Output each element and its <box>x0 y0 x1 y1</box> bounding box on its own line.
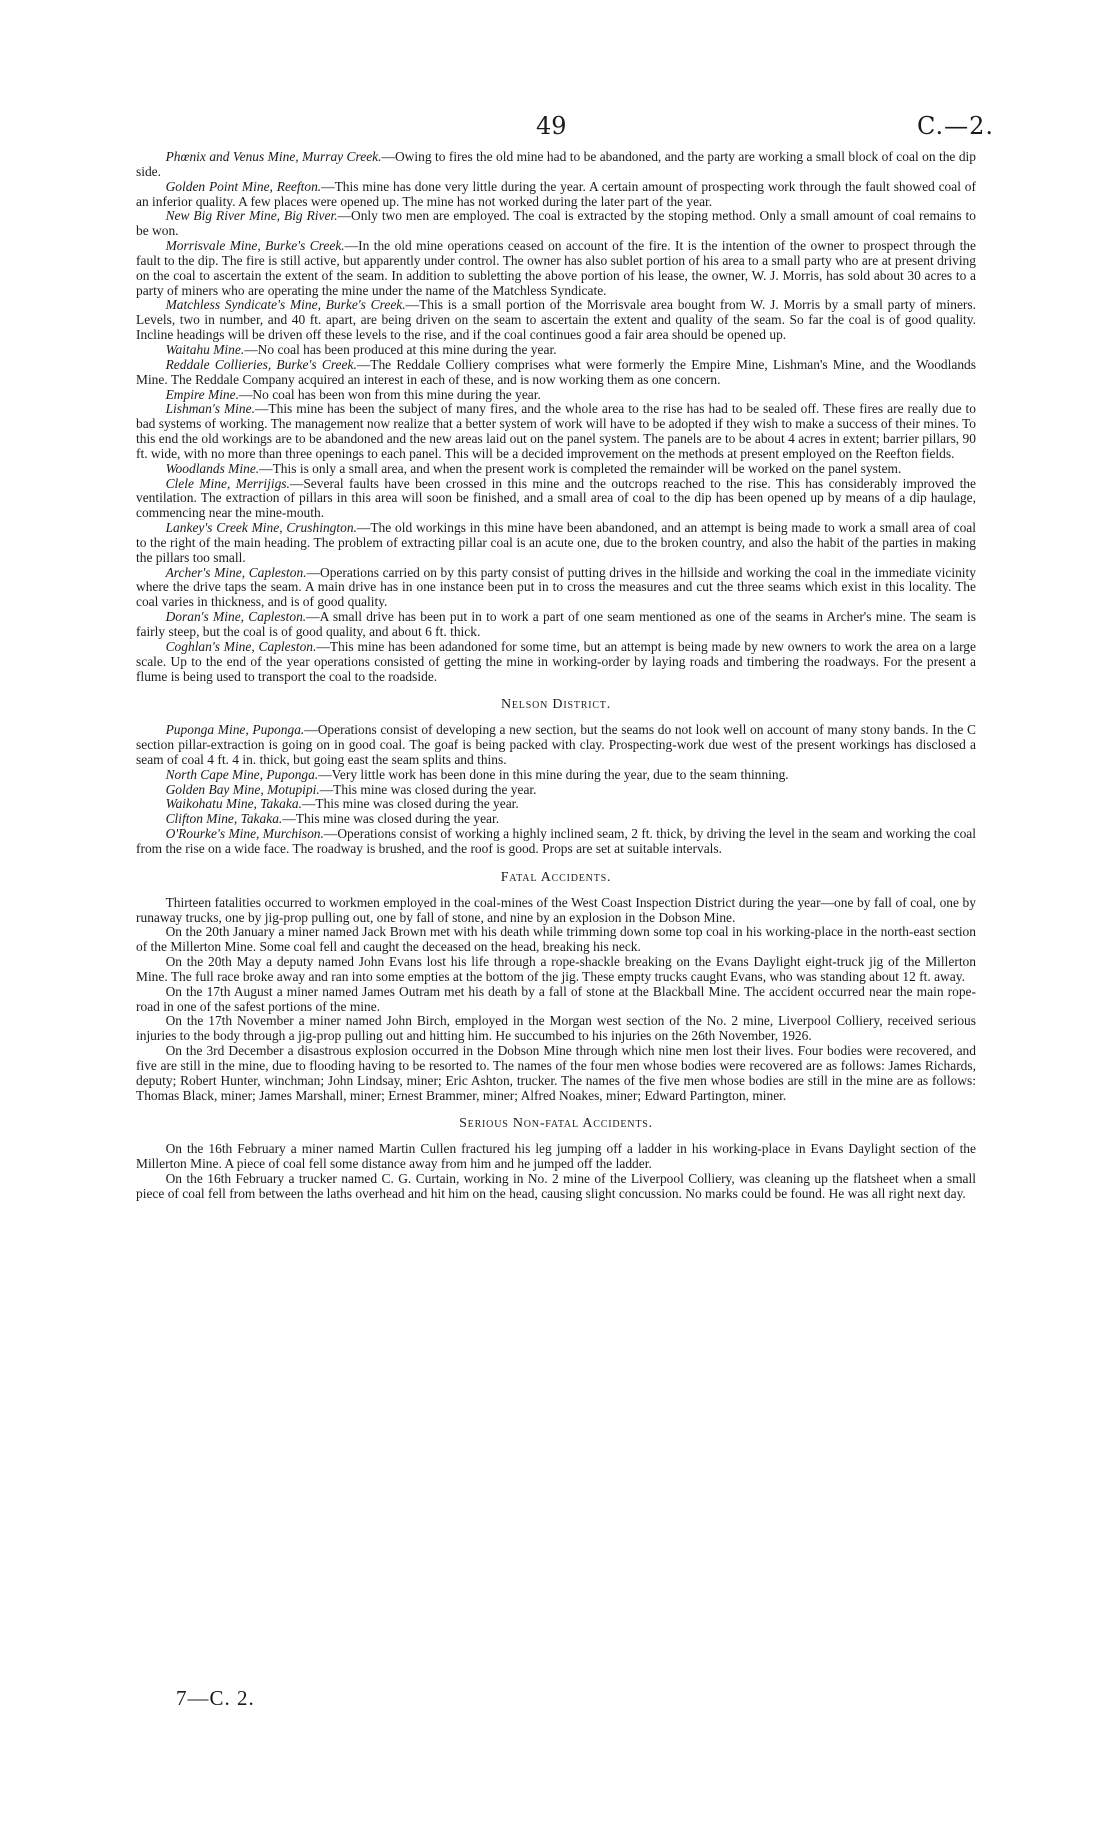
section-heading: Serious Non-fatal Accidents. <box>459 1116 653 1132</box>
mine-description: —Very little work has been done in this mine during the year, due to the seam thinning. <box>318 766 789 782</box>
mine-paragraph <box>136 723 976 768</box>
mine-paragraph <box>136 566 976 611</box>
mine-paragraph <box>136 462 976 477</box>
mine-name: Coghlan's Mine, Capleston. <box>165 638 317 654</box>
mine-description: —This mine was closed during the year. <box>319 781 537 797</box>
mine-name: Doran's Mine, Capleston. <box>165 609 307 625</box>
mine-paragraph <box>136 783 976 798</box>
mine-paragraph <box>136 343 976 358</box>
nelson-district-section <box>136 698 976 856</box>
mine-description: —Operations consist of developing a new section, but the seams do not look well on account of many stony bands. In the C section pillar-extraction is going on in good coal. The goaf is being packed with clay. Prospecting-work due west of the present workings has disclosed a seam of coal 4 ft. 4 in. thick, but going east the seam splits and thins. <box>136 722 976 767</box>
mine-paragraph <box>136 358 976 388</box>
mine-paragraph <box>136 298 976 343</box>
mine-description: —Operations carried on by this party consist of putting drives in the hillside and working the coal in the immediate vicinity where the drive taps the seam. A main drive has in one instance been put in to cross the measures and cut the three seams which exist in this locality. The coal varies in thickness, and is of good quality. <box>136 564 976 610</box>
mine-name: Waitahu Mine. <box>165 341 245 357</box>
mine-name: Waikohatu Mine, Takaka. <box>165 796 302 812</box>
mine-name: Reddale Collieries, Burke's Creek. <box>165 356 357 372</box>
mine-paragraph <box>136 402 976 461</box>
accident-paragraph: On the 17th August a miner named James Outram met his death by a fall of stone at the Blackball Mine. The accident occurred near the main rope-road in one of the safest portions of the mine. <box>136 983 976 1014</box>
mine-description: —The Reddale Colliery comprises what were formerly the Empire Mine, Lishman's Mine, and the Woodlands Mine. The Reddale Company acquired an interest in each of these, and is now working them as one concern. <box>136 356 976 387</box>
mine-name: Lankey's Creek Mine, Crushington. <box>165 520 357 536</box>
mine-paragraph <box>136 388 976 403</box>
fatal-accidents-section <box>136 871 976 1104</box>
accident-paragraph: On the 17th November a miner named John Birch, employed in the Morgan west section of the No. 2 mine, Liverpool Colliery, received serious injuries to the body through a jig-prop pulling out and hitting him. He succumbed to his injuries on the 26th November, 1926. <box>136 1013 976 1044</box>
mine-paragraph <box>136 521 976 566</box>
mine-description: —No coal has been produced at this mine during the year. <box>244 341 557 357</box>
mine-paragraph <box>136 827 976 857</box>
mine-name: New Big River Mine, Big River. <box>165 208 338 224</box>
west-coast-mines-section <box>136 150 976 684</box>
mine-name: O'Rourke's Mine, Murchison. <box>165 826 324 842</box>
mine-name: Woodlands Mine. <box>165 460 260 476</box>
mine-name: Morrisvale Mine, Burke's Creek. <box>165 238 345 254</box>
mine-paragraph <box>136 150 976 180</box>
mine-description: —In the old mine operations ceased on account of the fire. It is the intention of the owner to prospect through the fault to the dip. The fire is still active, but apparently under control. The owner has also sublet portion of his area to a small party who are at present driving on the coal to ascertain the extent of the seam. In addition to subletting the above portion of his lease, the owner, W. J. Morris, has sold about 30 acres to a party of miners who are operating the mine under the name of the Matchless Syndicate. <box>136 238 976 298</box>
mine-paragraph <box>136 640 976 685</box>
mine-description: —This is only a small area, and when the present work is completed the remainder will be worked on the panel system. <box>259 460 902 476</box>
page-header <box>0 112 1114 148</box>
mine-name: Golden Bay Mine, Motupipi. <box>165 781 320 797</box>
accident-paragraph: On the 16th February a miner named Martin Cullen fractured his leg jumping off a ladder in his working-place in Evans Daylight section of the Millerton Mine. A piece of coal fell some distance away from him and he jumped off the ladder. <box>136 1141 976 1172</box>
mine-name: Clifton Mine, Takaka. <box>165 811 283 827</box>
section-heading: Fatal Accidents. <box>500 869 612 885</box>
accident-paragraph: On the 16th February a trucker named C. G. Curtain, working in No. 2 mine of the Liverpool Colliery, was cleaning up the flatsheet when a small piece of coal fell from between the laths overhead and hit him on the head, causing slight concussion. No marks could be found. He was all right next day. <box>136 1171 976 1201</box>
mine-paragraph <box>136 209 976 239</box>
non-fatal-accidents-section <box>136 1117 976 1201</box>
accident-paragraph: On the 20th January a miner named Jack Brown met with his death while trimming down some top coal in his working-place in the north-east section of the Millerton Mine. Some coal fell and caught the deceased on the head, breaking his neck. <box>136 924 976 955</box>
mine-paragraph <box>136 477 976 522</box>
page-number: 49 <box>536 112 567 140</box>
mine-name: Lishman's Mine. <box>165 401 255 417</box>
mine-description: —The old workings in this mine have been abandoned, and an attempt is being made to work a small area of coal to the right of the main heading. The problem of extracting pillar coal is an acute one, due to the broken country, and also the habit of the parties in making the pillars too small. <box>136 520 976 565</box>
mine-description: —This mine was closed during the year. <box>301 796 519 812</box>
mine-description: —This mine has been adandoned for some time, but an attempt is being made by new owners to work the area on a large scale. Up to the end of the year operations consisted of getting the mine in working-order by laying roads and timbering the roadways. For the present a flume is being used to transport the coal to the roadside. <box>136 638 976 684</box>
mine-name: Empire Mine. <box>165 386 239 402</box>
mine-name: Clele Mine, Merrijigs. <box>165 475 290 491</box>
mine-paragraph <box>136 180 976 210</box>
signature-mark: 7—C. 2. <box>176 1686 255 1710</box>
mine-description: —This mine has done very little during the year. A certain amount of prospecting work through the fault showed coal of an inferior quality. A few places were opened up. The mine has not worked during the later part of the year. <box>136 178 977 209</box>
mine-name: Golden Point Mine, Reefton. <box>165 178 322 194</box>
document-reference: C.—2. <box>916 112 994 140</box>
mine-paragraph <box>136 797 976 812</box>
accident-paragraph: Thirteen fatalities occurred to workmen employed in the coal-mines of the West Coast Inspection District during the year—one by fall of coal, one by runaway trucks, one by jig-prop pulling out, one by fall of stone, and nine by an explosion in the Dobson Mine. <box>136 894 976 925</box>
mine-name: Archer's Mine, Capleston. <box>165 564 307 580</box>
mine-description: —Owing to fires the old mine had to be abandoned, and the party are working a small block of coal on the dip side. <box>136 149 976 179</box>
mine-description: —This mine was closed during the year. <box>282 811 500 827</box>
mine-paragraph <box>136 812 976 827</box>
mine-paragraph <box>136 239 976 298</box>
mine-name: Phœnix and Venus Mine, Murray Creek. <box>165 149 382 164</box>
accident-paragraph: On the 3rd December a disastrous explosion occurred in the Dobson Mine through which nine men lost their lives. Four bodies were recovered, and five are still in the mine, due to flooding having to be resorted to. The names of the four men whose bodies were recovered are as follows: James Richards, deputy; Robert Hunter, winchman; John Lindsay, miner; Eric Ashton, trucker. The names of the five men whose bodies are still in the mine are as follows: Thomas Black, miner; James Marshall, miner; Ernest Brammer, miner; Alfred Noakes, miner; Edward Partington, miner. <box>136 1043 976 1103</box>
mine-name: North Cape Mine, Puponga. <box>165 766 319 782</box>
mine-paragraph <box>136 610 976 640</box>
mine-description: —No coal has been won from this mine during the year. <box>238 386 541 402</box>
section-heading: Nelson District. <box>500 697 612 713</box>
mine-paragraph <box>136 768 976 783</box>
mine-name: Matchless Syndicate's Mine, Burke's Creek. <box>165 297 406 313</box>
page-body <box>136 150 976 1202</box>
mine-name: Puponga Mine, Puponga. <box>165 722 305 738</box>
accident-paragraph: On the 20th May a deputy named John Evans lost his life through a rope-shackle breaking on the Evans Daylight eight-truck jig of the Millerton Mine. The full race broke away and ran into some empties at the bottom of the jig. These empty trucks caught Evans, who was standing about 12 ft. away. <box>136 954 976 984</box>
mine-description: —This is a small portion of the Morrisvale area bought from W. J. Morris by a small party of miners. Levels, two in number, and 40 ft. apart, are being driven on the seam to ascertain the extent and quality of the seam. So far the coal is of good quality. Incline headings will be driven off these levels to the rise, and if the coal continues good a fair area should be opened up. <box>136 297 976 343</box>
mine-description: —Only two men are employed. The coal is extracted by the stoping method. Only a small amount of coal remains to be won. <box>136 208 976 239</box>
mine-description: —Several faults have been crossed in this mine and the outcrops reached to the rise. This has considerably improved the ventilation. The extraction of pillars in this area will soon be finished, and a small area of coal to the dip has been opened up by means of a dip haulage, commencing near the mine-mouth. <box>136 475 976 521</box>
mine-description: —A small drive has been put in to work a part of one seam mentioned as one of the seams in Archer's mine. The seam is fairly steep, but the coal is of good quality, and about 6 ft. thick. <box>136 609 976 639</box>
mine-description: —Operations consist of working a highly inclined seam, 2 ft. thick, by driving the level in the seam and working the coal from the rise on a wide face. The roadway is brushed, and the roof is good. Props are set at suitable intervals. <box>136 826 976 856</box>
mine-description: —This mine has been the subject of many fires, and the whole area to the rise has had to be sealed off. These fires are really due to bad systems of working. The management now realize that a better system of work will have to be adopted if they wish to make a success of their mines. To this end the old workings are to be abandoned and the new areas laid out on the panel system. The panels are to be about 4 acres in extent; barrier pillars, 90 ft. wide, with no more than three openings to each panel. This will be a decided improvement on the methods at present employed on the Reefton fields. <box>136 401 976 461</box>
